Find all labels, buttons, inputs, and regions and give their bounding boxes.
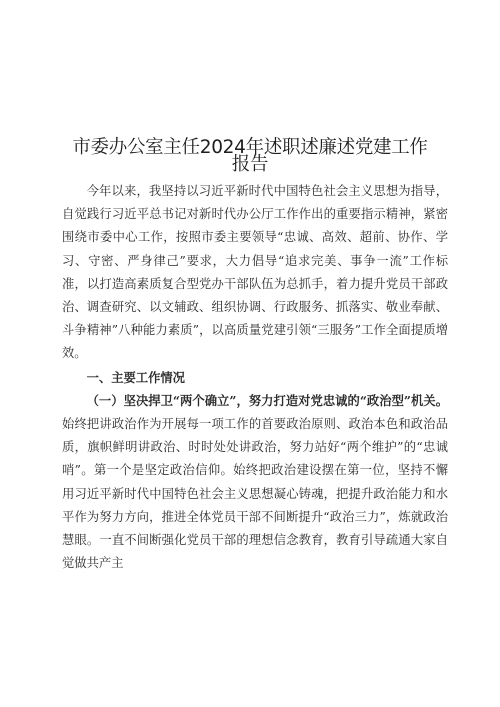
document-title: 市委办公室主任2024年述职述廉述党建工作报告 (72, 137, 428, 175)
document-body (62, 180, 448, 575)
section-heading: 一、主要工作情况 (86, 369, 185, 385)
subsection-heading: （一）坚决捍卫“两个确立”，努力打造对党忠诚的“政治型”机关。 (86, 392, 448, 408)
subsection-body: 始终把讲政治作为开展每一项工作的首要政治原则、政治本色和政治品质，旗帜鲜明讲政治、时时处处讲政治，努力站好“两个维护”的“忠诚哨”。第一个是坚定政治信仰。始终把政治建设摆在第一位，坚持不懈用习近平新时代中国特色社会主义思想凝心铸魂，把提升政治能力和水平作为努力方向，推进全体党员干部不间断提升“政治三力”，炼就政治慧眼。一直不间断强化党员干部的理想信念教育，教育引导疏通大家自觉做共产主 (62, 417, 448, 571)
subsection-paragraph (62, 389, 448, 576)
intro-paragraph: 今年以来，我坚持以习近平新时代中国特色社会主义思想为指导，自觉践行习近平总书记对新时代办公厅工作作出的重要指示精神，紧密围绕市委中心工作，按照市委主要领导“忠诚、高效、超前、协作、学习、守密、严身律己”要求，大力倡导“追求完美、事争一流”工作标准，以打造高素质复合型党办干部队伍为总抓手，着力提升党员干部政治、调查研究、以文辅政、组织协调、行政服务、抓落实、敬业奉献、斗争精神”八种能力素质”，以高质量党建引领“三服务”工作全面提质增效。 (62, 184, 448, 361)
